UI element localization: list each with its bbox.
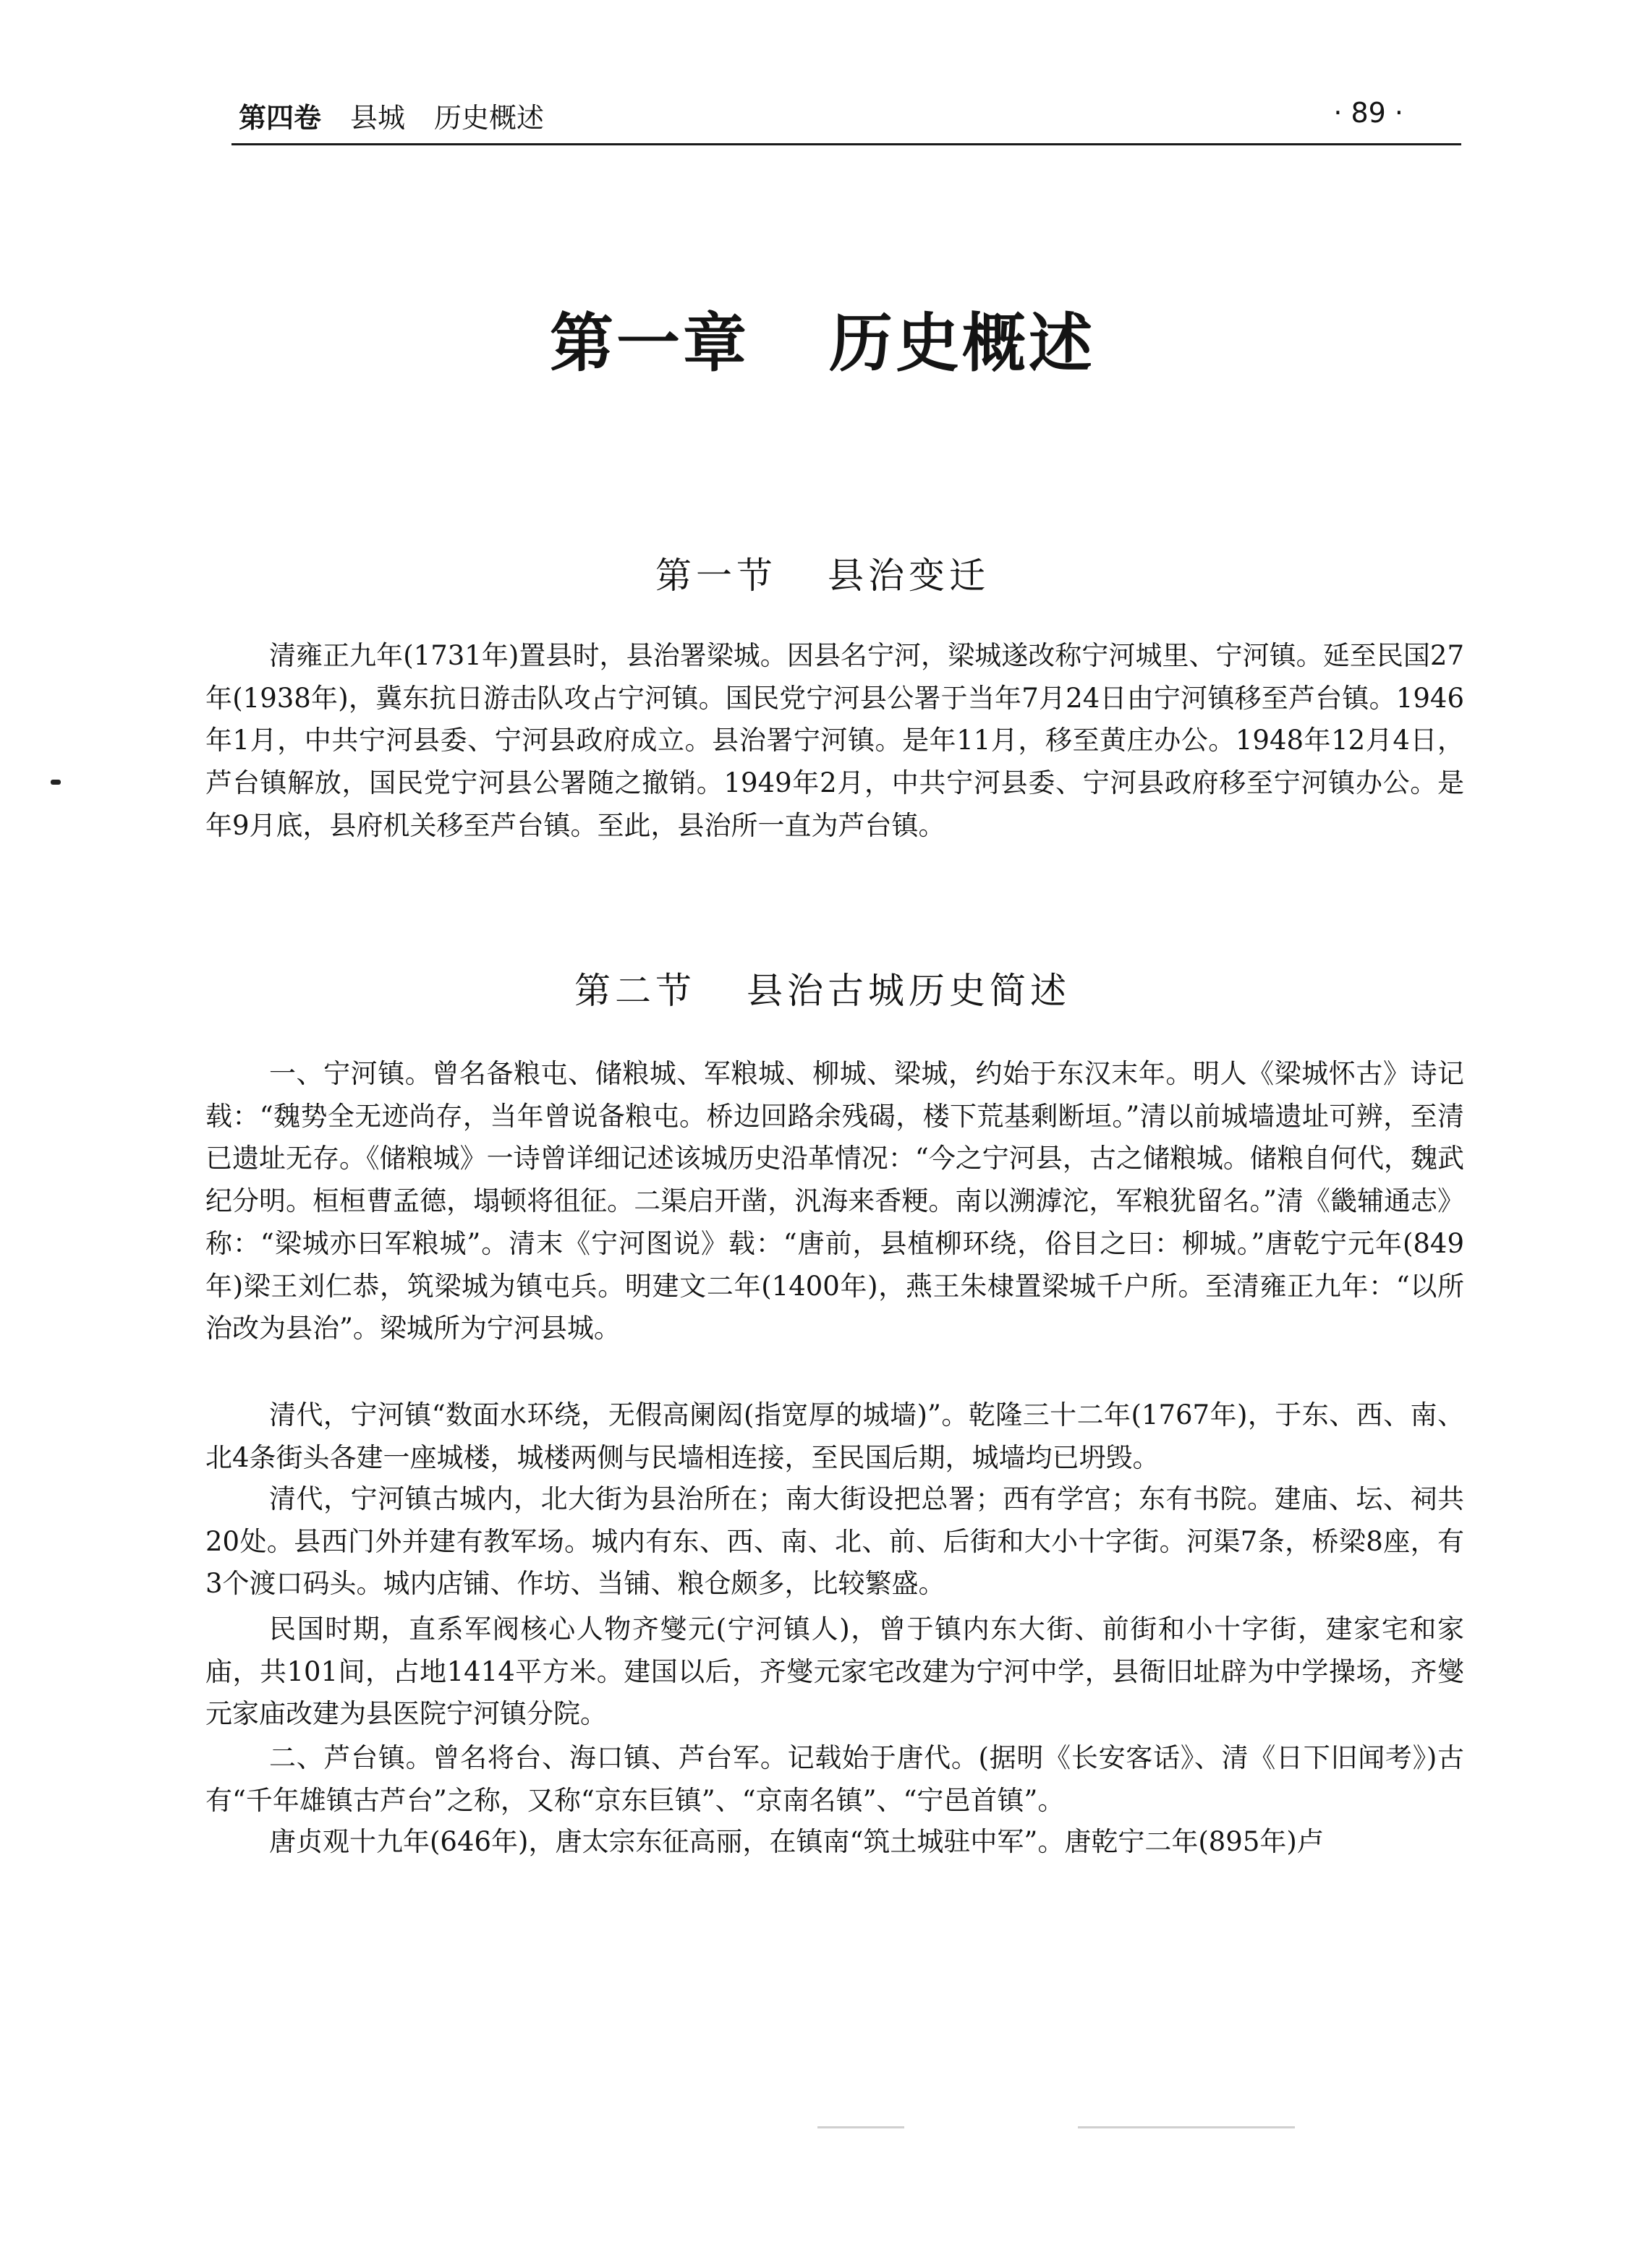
section-2-paragraph-3: 清代，宁河镇古城内，北大街为县治所在；南大街设把总署；西有学宫；东有书院。建庙、坛、祠共20处。县西门外并建有教军场。城内有东、西、南、北、前、后街和大小十字街。河渠7条，桥梁8座，有3个渡口码头。城内店铺、作坊、当铺、粮仓颇多，比较繁盛。 bbox=[205, 1483, 1464, 1600]
header-part: 县城 bbox=[350, 102, 406, 134]
section-1-name: 县治变迁 bbox=[828, 555, 990, 597]
section-1-title bbox=[0, 547, 1645, 599]
section-2-paragraph-4: 民国时期，直系军阀核心人物齐燮元(宁河镇人)，曾于镇内东大街、前街和小十字街，建家宅和家庙，共101间，占地1414平方米。建国以后，齐燮元家宅改建为宁河中学，县衙旧址辟为中学操场，齐燮元家庙改建为县医院宁河镇分院。 bbox=[205, 1613, 1464, 1730]
header-breadcrumb bbox=[239, 95, 573, 135]
section-1-paragraph-1: 清雍正九年(1731年)置县时，县治署梁城。因县名宁河，梁城遂改称宁河城里、宁河镇。延至民国27年(1938年)，冀东抗日游击队攻占宁河镇。国民党宁河县公署于当年7月24日由宁河镇移至芦台镇。1946年1月，中共宁河县委、宁河县政府成立。县治署宁河镇。是年11月，移至黄庄办公。1948年12月4日，芦台镇解放，国民党宁河县公署随之撤销。1949年2月，中共宁河县委、宁河县政府移至宁河镇办公。是年9月底，县府机关移至芦台镇。至此，县治所一直为芦台镇。 bbox=[205, 640, 1464, 841]
chapter-title bbox=[0, 293, 1645, 384]
section-2-paragraph-1: 一、宁河镇。曾名备粮屯、储粮城、军粮城、柳城、梁城，约始于东汉末年。明人《梁城怀古》诗记载：“魏势全无迹尚存，当年曾说备粮屯。桥边回路余残碣，楼下荒基剩断垣。”清以前城墙遗址可辨，至清已遗址无存。《储粮城》一诗曾详细记述该城历史沿革情况：“今之宁河县，古之储粮城。储粮自何代，魏武纪分明。桓桓曹孟德，塌顿将徂征。二渠启开凿，汎海来香粳。南以溯滹沱，军粮犹留名。”清《畿辅通志》称：“梁城亦曰军粮城”。清末《宁河图说》载：“唐前，县植柳环绕，俗目之曰：柳城。”唐乾宁元年(849年)梁王刘仁恭，筑梁城为镇屯兵。明建文二年(1400年)，燕王朱棣置梁城千户所。至清雍正九年：“以所治改为县治”。梁城所为宁河县城。 bbox=[205, 1058, 1464, 1344]
chapter-name: 历史概述 bbox=[829, 306, 1096, 380]
scan-smudge bbox=[1078, 2126, 1295, 2128]
scan-smudge bbox=[817, 2126, 904, 2128]
section-2-title bbox=[0, 962, 1645, 1014]
section-2-paragraph-5: 二、芦台镇。曾名将台、海口镇、芦台军。记载始于唐代。(据明《长安客话》、清《日下旧闻考》)古有“千年雄镇古芦台”之称，又称“京东巨镇”、“京南名镇”、“宁邑首镇”。 bbox=[205, 1742, 1464, 1816]
section-2-number: 第二节 bbox=[574, 970, 696, 1012]
section-2-name: 县治古城历史简述 bbox=[747, 970, 1071, 1012]
section-2-paragraph-6: 唐贞观十九年(646年)，唐太宗东征高丽，在镇南“筑土城驻中军”。唐乾宁二年(895年)卢 bbox=[269, 1826, 1324, 1857]
section-1-number: 第一节 bbox=[655, 555, 777, 597]
header-volume: 第四卷 bbox=[239, 102, 322, 134]
stray-ink-mark bbox=[51, 780, 61, 785]
page-number: · 89 · bbox=[1333, 97, 1403, 129]
header-topic: 历史概述 bbox=[434, 102, 545, 134]
running-header bbox=[231, 91, 1461, 145]
section-2-paragraph-2: 清代，宁河镇“数面水环绕，无假高阑闳(指宽厚的城墙)”。乾隆三十二年(1767年)，于东、西、南、北4条街头各建一座城楼，城楼两侧与民墙相连接，至民国后期，城墙均已坍毁。 bbox=[205, 1399, 1464, 1473]
chapter-number: 第一章 bbox=[549, 306, 749, 380]
